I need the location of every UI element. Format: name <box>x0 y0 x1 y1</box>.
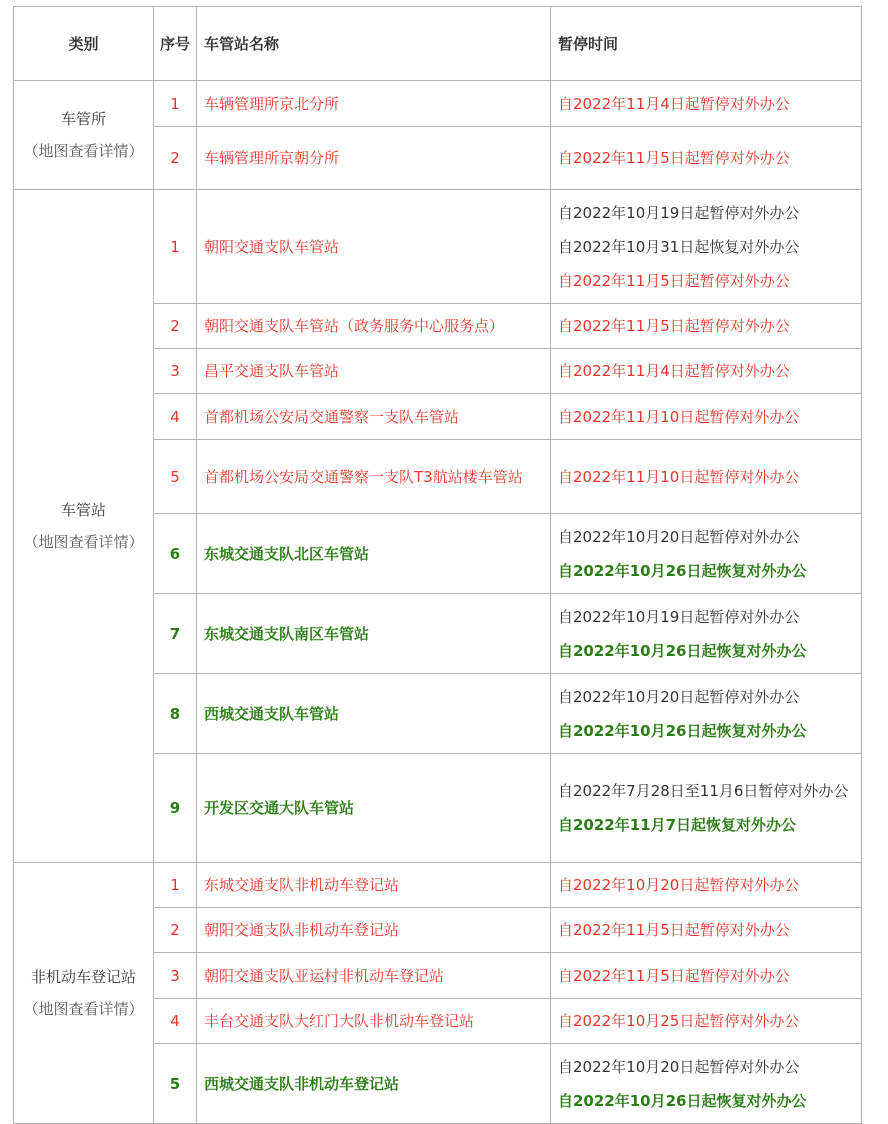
station-name: 昌平交通支队车管站 <box>197 349 551 394</box>
row-number: 2 <box>154 127 197 190</box>
time-line: 自2022年10月20日起暂停对外办公 <box>558 527 800 546</box>
time-line: 自2022年10月19日起暂停对外办公 <box>558 607 800 626</box>
suspension-time-cell <box>551 349 862 394</box>
row-number: 1 <box>154 863 197 908</box>
suspension-time-cell <box>551 999 862 1044</box>
suspension-time-cell <box>551 863 862 908</box>
station-name: 首都机场公安局交通警察一支队T3航站楼车管站 <box>197 440 551 514</box>
category-cell <box>14 81 154 190</box>
station-name: 朝阳交通支队车管站 <box>197 190 551 304</box>
row-number: 3 <box>154 349 197 394</box>
station-name: 开发区交通大队车管站 <box>197 754 551 863</box>
header-no: 序号 <box>154 7 197 81</box>
row-number: 3 <box>154 953 197 999</box>
category-label: 车管站 <box>60 501 106 519</box>
time-line: 自2022年10月26日起恢复对外办公 <box>558 641 807 660</box>
time-line: 自2022年10月20日起暂停对外办公 <box>558 1057 800 1076</box>
suspension-time-cell <box>551 674 862 754</box>
station-name: 丰台交通支队大红门大队非机动车登记站 <box>197 999 551 1044</box>
row-number: 9 <box>154 754 197 863</box>
station-name: 朝阳交通支队非机动车登记站 <box>197 908 551 953</box>
header-time: 暂停时间 <box>551 7 862 81</box>
time-line: 自2022年11月10日起暂停对外办公 <box>558 467 800 486</box>
time-line: 自2022年7月28日至11月6日暂停对外办公 <box>558 782 849 800</box>
suspension-time-cell <box>551 190 862 304</box>
station-name: 车辆管理所京北分所 <box>197 81 551 127</box>
station-name: 车辆管理所京朝分所 <box>197 127 551 190</box>
time-line: 自2022年11月7日起恢复对外办公 <box>558 816 797 834</box>
station-name: 东城交通支队非机动车登记站 <box>197 863 551 908</box>
row-number: 5 <box>154 440 197 514</box>
row-number: 4 <box>154 999 197 1044</box>
time-line: 自2022年11月4日起暂停对外办公 <box>558 362 790 380</box>
time-line: 自2022年11月10日起暂停对外办公 <box>558 407 800 426</box>
time-line: 自2022年10月20日起暂停对外办公 <box>558 687 800 706</box>
station-name: 朝阳交通支队车管站（政务服务中心服务点） <box>197 304 551 349</box>
time-line: 自2022年11月5日起暂停对外办公 <box>558 966 790 985</box>
time-line: 自2022年11月5日起暂停对外办公 <box>558 921 790 939</box>
category-map-link[interactable]: （地图查看详情） <box>23 533 144 551</box>
station-name: 西城交通支队非机动车登记站 <box>197 1044 551 1124</box>
row-number: 5 <box>154 1044 197 1124</box>
time-line: 自2022年10月25日起暂停对外办公 <box>558 1012 800 1030</box>
category-map-link[interactable]: （地图查看详情） <box>23 1000 144 1018</box>
time-line: 自2022年11月4日起暂停对外办公 <box>558 94 790 113</box>
row-number: 6 <box>154 514 197 594</box>
time-line: 自2022年11月5日起暂停对外办公 <box>558 149 790 167</box>
table-row <box>14 81 862 127</box>
suspension-time-cell <box>551 953 862 999</box>
suspension-time-cell <box>551 440 862 514</box>
category-map-link[interactable]: （地图查看详情） <box>23 142 144 160</box>
suspension-time-cell <box>551 754 862 863</box>
table-row <box>14 190 862 304</box>
row-number: 1 <box>154 190 197 304</box>
time-line: 自2022年10月19日起暂停对外办公 <box>558 203 800 222</box>
row-number: 7 <box>154 594 197 674</box>
suspension-time-cell <box>551 594 862 674</box>
row-number: 1 <box>154 81 197 127</box>
time-line: 自2022年10月31日起恢复对外办公 <box>558 237 800 256</box>
time-line: 自2022年10月26日起恢复对外办公 <box>558 721 807 740</box>
header-category: 类别 <box>14 7 154 81</box>
time-line: 自2022年10月26日起恢复对外办公 <box>558 561 807 580</box>
suspension-time-cell <box>551 81 862 127</box>
time-line: 自2022年11月5日起暂停对外办公 <box>558 271 790 290</box>
suspension-time-cell <box>551 1044 862 1124</box>
suspension-time-cell <box>551 514 862 594</box>
row-number: 4 <box>154 394 197 440</box>
row-number: 8 <box>154 674 197 754</box>
category-label: 非机动车登记站 <box>30 968 136 986</box>
table-row <box>14 863 862 908</box>
station-name: 首都机场公安局交通警察一支队车管站 <box>197 394 551 440</box>
suspension-time-cell <box>551 304 862 349</box>
header-name: 车管站名称 <box>197 7 551 81</box>
station-name: 东城交通支队南区车管站 <box>197 594 551 674</box>
time-line: 自2022年10月26日起恢复对外办公 <box>558 1091 807 1110</box>
category-label: 车管所 <box>60 110 106 128</box>
station-name: 西城交通支队车管站 <box>197 674 551 754</box>
table-header-row <box>14 7 862 81</box>
suspension-time-cell <box>551 127 862 190</box>
row-number: 2 <box>154 304 197 349</box>
time-line: 自2022年10月20日起暂停对外办公 <box>558 876 800 894</box>
station-name: 朝阳交通支队亚运村非机动车登记站 <box>197 953 551 999</box>
category-cell <box>14 190 154 863</box>
table-body <box>14 81 862 1124</box>
time-line: 自2022年11月5日起暂停对外办公 <box>558 317 790 335</box>
category-cell <box>14 863 154 1124</box>
suspension-time-cell <box>551 908 862 953</box>
station-name: 东城交通支队北区车管站 <box>197 514 551 594</box>
suspension-table <box>13 6 862 1124</box>
suspension-time-cell <box>551 394 862 440</box>
row-number: 2 <box>154 908 197 953</box>
